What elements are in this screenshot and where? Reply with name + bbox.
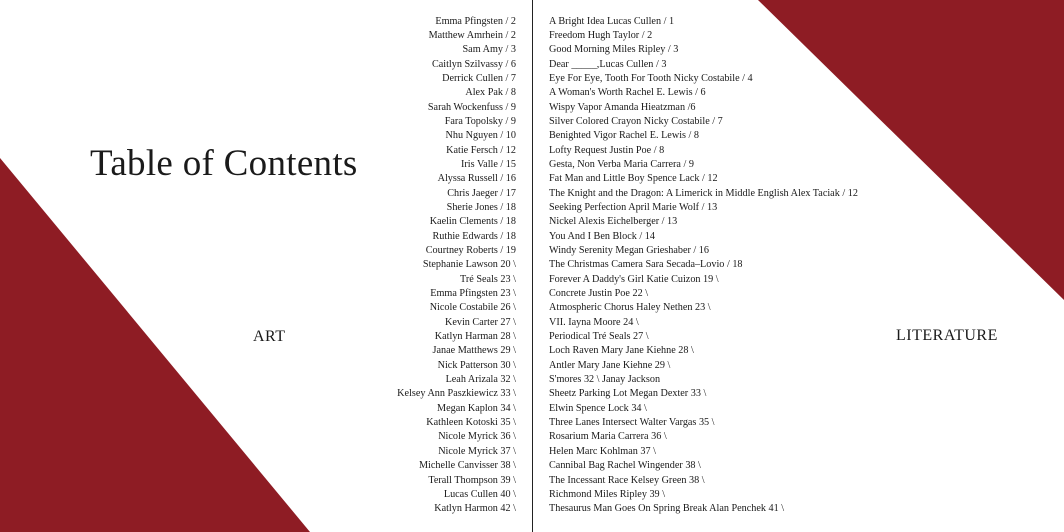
literature-entry: Sheetz Parking Lot Megan Dexter 33 \ <box>549 388 707 400</box>
literature-entry: Loch Raven Mary Jane Kiehne 28 \ <box>549 345 694 357</box>
art-entry: Derrick Cullen / 7 <box>442 72 516 84</box>
literature-entry: The Christmas Camera Sara Secada–Lovio / 18 <box>549 259 743 271</box>
literature-entry: Dear _____,Lucas Cullen / 3 <box>549 58 667 70</box>
art-entry: Kathleen Kotoski 35 \ <box>426 417 516 429</box>
art-entry: Matthew Amrhein / 2 <box>428 29 516 41</box>
art-entry: Nhu Nguyen / 10 <box>445 130 516 142</box>
art-entry: Chris Jaeger / 17 <box>447 187 516 199</box>
literature-entry: Windy Serenity Megan Grieshaber / 16 <box>549 245 709 256</box>
art-entry: Kelsey Ann Paszkiewicz 33 \ <box>397 388 516 400</box>
literature-entry: Atmospheric Chorus Haley Nethen 23 \ <box>549 302 711 314</box>
art-entry: Sam Amy / 3 <box>462 44 516 56</box>
literature-entry: You And I Ben Block / 14 <box>549 230 655 242</box>
art-entry: Caitlyn Szilvassy / 6 <box>431 58 516 70</box>
page-title: Table of Contents <box>90 143 358 184</box>
literature-entry: Thesaurus Man Goes On Spring Break Alan Penchek 41 \ <box>549 503 785 515</box>
art-entry: Katlyn Harmon 42 \ <box>434 503 516 515</box>
literature-entry: Eye For Eye, Tooth For Tooth Nicky Costabile / 4 <box>549 72 753 84</box>
literature-entry: Rosarium Maria Carrera 36 \ <box>549 431 667 443</box>
art-entry: Alyssa Russell / 16 <box>437 173 516 185</box>
literature-entry: Silver Colored Crayon Nicky Costabile / 7 <box>549 115 723 127</box>
literature-entry: Good Morning Miles Ripley / 3 <box>549 44 679 56</box>
art-entry: Ruthie Edwards / 18 <box>432 230 516 242</box>
art-entry: Fara Topolsky / 9 <box>444 115 516 127</box>
literature-entry: Nickel Alexis Eichelberger / 13 <box>549 216 678 228</box>
art-entry: Katie Fersch / 12 <box>446 144 516 156</box>
literature-entry: Antler Mary Jane Kiehne 29 \ <box>549 359 671 371</box>
art-contents-list <box>397 15 516 517</box>
literature-entry: Gesta, Non Verba Maria Carrera / 9 <box>549 158 694 170</box>
literature-entry: Lofty Request Justin Poe / 8 <box>549 144 665 156</box>
literature-entry: Cannibal Bag Rachel Wingender 38 \ <box>549 460 701 472</box>
literature-entry: The Knight and the Dragon: A Limerick in Middle English Alex Taciak / 12 <box>549 187 858 199</box>
art-entry: Nicole Costabile 26 \ <box>429 302 516 314</box>
literature-entry: A Woman's Worth Rachel E. Lewis / 6 <box>549 87 706 99</box>
literature-entry: VII. Iayna Moore 24 \ <box>549 316 639 328</box>
art-entry: Nicole Myrick 37 \ <box>438 445 516 457</box>
art-entry: Katlyn Harman 28 \ <box>434 331 516 343</box>
art-entry: Tré Seals 23 \ <box>460 273 516 285</box>
art-entry: Sherie Jones / 18 <box>446 201 516 213</box>
art-entry: Sarah Wockenfuss / 9 <box>427 101 516 113</box>
literature-entry: Wispy Vapor Amanda Hieatzman /6 <box>549 101 696 113</box>
art-entry: Kaelin Clements / 18 <box>429 216 516 228</box>
literature-entry: Periodical Tré Seals 27 \ <box>549 331 649 343</box>
art-entry: Emma Pfingsten / 2 <box>435 15 516 27</box>
literature-entry: The Incessant Race Kelsey Green 38 \ <box>549 474 705 486</box>
literature-section-label: LITERATURE <box>896 327 998 344</box>
art-entry: Nicole Myrick 36 \ <box>438 431 516 443</box>
art-entry: Iris Valle / 15 <box>461 158 516 170</box>
art-entry: Lucas Cullen 40 \ <box>443 488 516 500</box>
art-entry: Nick Patterson 30 \ <box>437 359 516 371</box>
literature-entry: Seeking Perfection April Marie Wolf / 13 <box>549 201 718 213</box>
literature-entry: Fat Man and Little Boy Spence Lack / 12 <box>549 173 718 185</box>
literature-entry: Helen Marc Kohlman 37 \ <box>549 445 656 457</box>
literature-entry: Freedom Hugh Taylor / 2 <box>549 29 653 41</box>
literature-entry: A Bright Idea Lucas Cullen / 1 <box>549 15 675 27</box>
art-entry: Leah Arizala 32 \ <box>445 374 516 386</box>
art-entry: Courtney Roberts / 19 <box>425 245 516 256</box>
art-entry: Michelle Canvisser 38 \ <box>418 460 516 472</box>
literature-entry: S'mores 32 \ Janay Jackson <box>549 374 661 386</box>
literature-entry: Elwin Spence Lock 34 \ <box>549 402 647 414</box>
literature-entry: Forever A Daddy's Girl Katie Cuizon 19 \ <box>549 273 719 285</box>
literature-entry: Benighted Vigor Rachel E. Lewis / 8 <box>549 130 700 142</box>
art-entry: Stephanie Lawson 20 \ <box>422 259 516 271</box>
art-entry: Janae Matthews 29 \ <box>432 345 516 357</box>
literature-entry: Richmond Miles Ripley 39 \ <box>549 488 666 500</box>
art-entry: Kevin Carter 27 \ <box>444 316 516 328</box>
literature-contents-list <box>549 15 858 517</box>
art-entry: Terall Thompson 39 \ <box>428 474 516 486</box>
literature-entry: Concrete Justin Poe 22 \ <box>549 288 649 300</box>
art-section-label: ART <box>253 328 286 345</box>
literature-entry: Three Lanes Intersect Walter Vargas 35 \ <box>549 417 715 429</box>
art-entry: Alex Pak / 8 <box>465 87 516 99</box>
page-spine <box>532 0 533 532</box>
art-entry: Emma Pfingsten 23 \ <box>430 288 516 300</box>
art-entry: Megan Kaplon 34 \ <box>437 402 516 414</box>
